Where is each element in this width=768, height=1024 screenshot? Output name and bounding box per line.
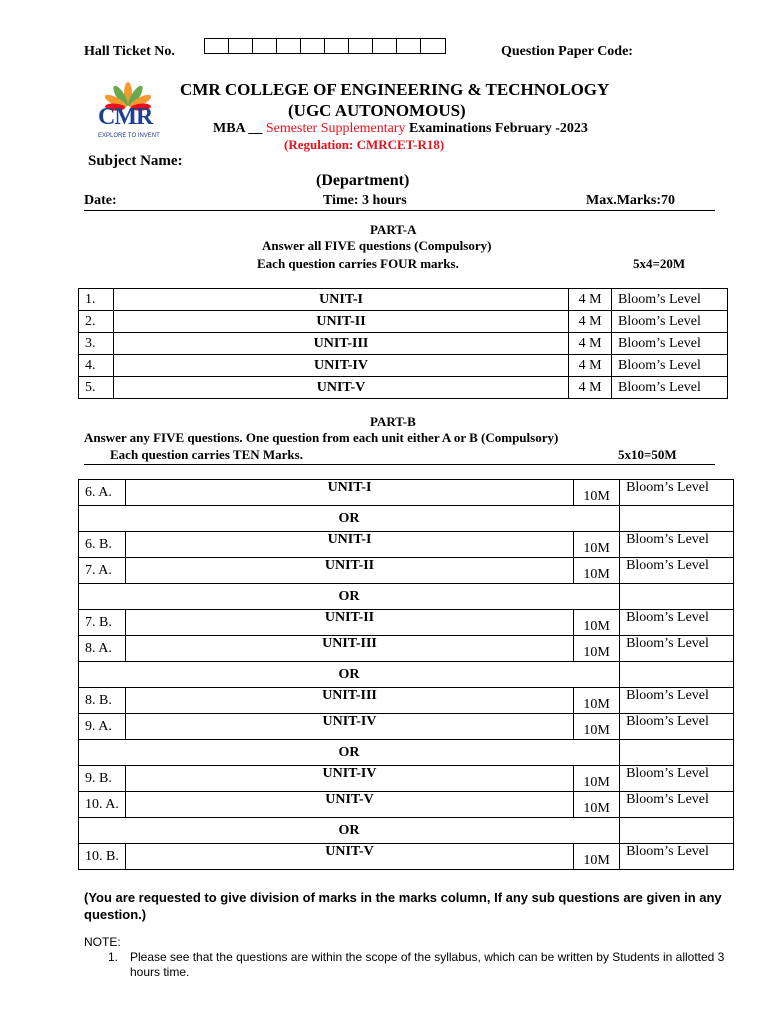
blooms-level: Bloom’s Level [612, 355, 728, 377]
header-divider [84, 210, 715, 211]
marks-cell: 4 M [569, 289, 612, 311]
logo-text: CMR [98, 104, 153, 130]
marks-cell: 10M [574, 636, 620, 662]
marks-cell: 4 M [569, 311, 612, 333]
empty-cell [620, 818, 734, 844]
question-number: 8. A. [79, 636, 126, 662]
marks-cell: 10M [574, 766, 620, 792]
or-row [79, 740, 734, 766]
blooms-level: Bloom’s Level [620, 480, 734, 506]
blooms-level: Bloom’s Level [620, 558, 734, 584]
unit-label: UNIT-III [125, 636, 573, 662]
regulation: (Regulation: CMRCET-R18) [284, 137, 445, 152]
question-number: 10. A. [79, 792, 126, 818]
part-b-marks-total: 5x10=50M [618, 447, 677, 462]
question-number: 9. B. [79, 766, 126, 792]
unit-label: UNIT-III [125, 688, 573, 714]
or-row [79, 506, 734, 532]
exam-program: MBA __ [213, 121, 263, 136]
marks-cell: 10M [574, 558, 620, 584]
part-b-instruction-1: Answer any FIVE questions. One question from each unit either A or B (Compulsory) [84, 430, 559, 445]
or-row [79, 584, 734, 610]
date-label: Date: [84, 193, 117, 208]
table-row [79, 480, 734, 506]
division-note: (You are requested to give division of marks in the marks column, If any sub questions are given in any question.) [84, 890, 722, 922]
unit-label: UNIT-V [125, 792, 573, 818]
hall-ticket-digit-box[interactable] [349, 39, 373, 53]
unit-label: UNIT-I [125, 532, 573, 558]
blooms-level: Bloom’s Level [612, 333, 728, 355]
unit-label: UNIT-IV [125, 714, 573, 740]
hall-ticket-boxes[interactable] [204, 38, 446, 54]
table-row [79, 377, 728, 399]
question-number: 3. [79, 333, 114, 355]
empty-cell [620, 506, 734, 532]
table-row [79, 532, 734, 558]
empty-cell [620, 584, 734, 610]
hall-ticket-digit-box[interactable] [277, 39, 301, 53]
question-number: 9. A. [79, 714, 126, 740]
hall-ticket-digit-box[interactable] [421, 39, 445, 53]
part-a-title: PART-A [370, 222, 417, 237]
blooms-level: Bloom’s Level [612, 289, 728, 311]
department-label: (Department) [316, 172, 410, 189]
unit-label: UNIT-IV [113, 355, 568, 377]
marks-cell: 10M [574, 792, 620, 818]
marks-cell: 10M [574, 714, 620, 740]
college-name: CMR COLLEGE OF ENGINEERING & TECHNOLOGY [180, 80, 610, 99]
table-row [79, 333, 728, 355]
time-label: Time: 3 hours [323, 193, 407, 208]
or-separator: OR [79, 818, 620, 844]
marks-cell: 4 M [569, 355, 612, 377]
empty-cell [620, 740, 734, 766]
subject-name-label: Subject Name: [88, 153, 183, 169]
question-number: 5. [79, 377, 114, 399]
hall-ticket-digit-box[interactable] [229, 39, 253, 53]
note-text: Please see that the questions are within the scope of the syllabus, which can be written by Students in allotted 3 hours time. [130, 950, 725, 979]
question-number: 8. B. [79, 688, 126, 714]
marks-cell: 10M [574, 610, 620, 636]
or-separator: OR [79, 740, 620, 766]
blooms-level: Bloom’s Level [620, 714, 734, 740]
unit-label: UNIT-II [113, 311, 568, 333]
unit-label: UNIT-IV [125, 766, 573, 792]
marks-cell: 4 M [569, 377, 612, 399]
or-separator: OR [79, 662, 620, 688]
blooms-level: Bloom’s Level [620, 688, 734, 714]
part-a-instruction-2: Each question carries FOUR marks. [257, 256, 459, 271]
or-separator: OR [79, 584, 620, 610]
table-row [79, 714, 734, 740]
hall-ticket-digit-box[interactable] [205, 39, 229, 53]
logo-tagline: EXPLORE TO INVENT [98, 133, 160, 139]
question-number: 2. [79, 311, 114, 333]
or-row [79, 662, 734, 688]
unit-label: UNIT-V [113, 377, 568, 399]
max-marks: Max.Marks:70 [586, 193, 676, 208]
blooms-level: Bloom’s Level [612, 311, 728, 333]
part-a-instruction-1: Answer all FIVE questions (Compulsory) [262, 238, 492, 253]
marks-cell: 10M [574, 844, 620, 870]
question-number: 7. A. [79, 558, 126, 584]
question-paper-code-label: Question Paper Code: [501, 44, 633, 59]
question-number: 4. [79, 355, 114, 377]
marks-cell: 4 M [569, 333, 612, 355]
unit-label: UNIT-II [125, 610, 573, 636]
hall-ticket-digit-box[interactable] [325, 39, 349, 53]
table-row [79, 766, 734, 792]
table-row [79, 792, 734, 818]
blooms-level: Bloom’s Level [620, 844, 734, 870]
empty-cell [620, 662, 734, 688]
part-b-divider [84, 464, 715, 465]
cmr-logo [92, 78, 164, 138]
marks-cell: 10M [574, 688, 620, 714]
unit-label: UNIT-I [125, 480, 573, 506]
unit-label: UNIT-II [125, 558, 573, 584]
unit-label: UNIT-I [113, 289, 568, 311]
part-b-title: PART-B [370, 414, 416, 429]
table-row [79, 355, 728, 377]
table-row [79, 289, 728, 311]
exam-title [213, 121, 588, 137]
blooms-level: Bloom’s Level [620, 636, 734, 662]
table-row [79, 610, 734, 636]
unit-label: UNIT-V [125, 844, 573, 870]
blooms-level: Bloom’s Level [620, 610, 734, 636]
exam-type: Semester Supplementary [265, 121, 406, 136]
question-number: 7. B. [79, 610, 126, 636]
blooms-level: Bloom’s Level [620, 532, 734, 558]
table-row [79, 636, 734, 662]
question-number: 6. A. [79, 480, 126, 506]
table-row [79, 311, 728, 333]
unit-label: UNIT-III [113, 333, 568, 355]
hall-ticket-digit-box[interactable] [253, 39, 277, 53]
table-row [79, 688, 734, 714]
marks-cell: 10M [574, 532, 620, 558]
note-label: NOTE: [84, 935, 121, 949]
table-row [79, 844, 734, 870]
note-number: 1. [108, 950, 119, 964]
part-b-instruction-2: Each question carries TEN Marks. [110, 447, 303, 462]
hall-ticket-digit-box[interactable] [373, 39, 397, 53]
question-number: 6. B. [79, 532, 126, 558]
hall-ticket-digit-box[interactable] [397, 39, 421, 53]
exam-period: Examinations February -2023 [408, 121, 588, 136]
part-b-table [78, 479, 734, 870]
table-row [79, 558, 734, 584]
or-separator: OR [79, 506, 620, 532]
question-number: 1. [79, 289, 114, 311]
question-number: 10. B. [79, 844, 126, 870]
part-a-marks-total: 5x4=20M [633, 256, 686, 271]
autonomous-label: (UGC AUTONOMOUS) [288, 101, 466, 120]
blooms-level: Bloom’s Level [620, 766, 734, 792]
marks-cell: 10M [574, 480, 620, 506]
blooms-level: Bloom’s Level [612, 377, 728, 399]
or-row [79, 818, 734, 844]
hall-ticket-label: Hall Ticket No. [84, 44, 175, 59]
blooms-level: Bloom’s Level [620, 792, 734, 818]
hall-ticket-digit-box[interactable] [301, 39, 325, 53]
part-a-table [78, 288, 728, 399]
